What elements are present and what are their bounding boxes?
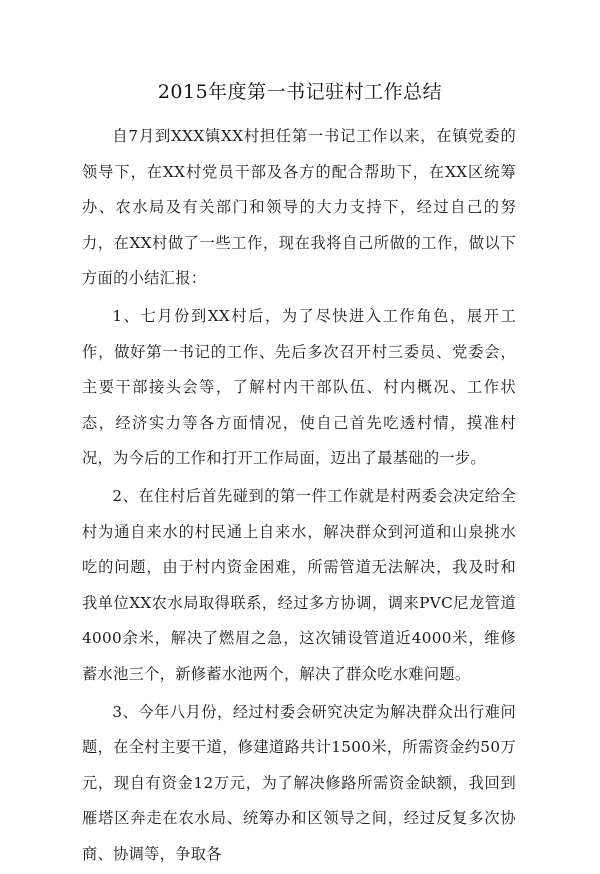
paragraph-item-2: 2、在住村后首先碰到的第一件工作就是村两委会决定给全村为通自来水的村民通上自来水，解决群众到河道和山泉挑水吃的问题，由于村内资金困难，所需管道无法解决，我及时和我单位XX农水局取得联系，经过多方协调，调来PVC尼龙管道4000余米，解决了燃眉之急，这次铺设管道近4000米，维修蓄水池三个，新修蓄水池两个，解决了群众吃水难问题。 — [82, 486, 516, 683]
paragraph-item-3: 3、今年八月份，经过村委会研究决定为解决群众出行难问题，在全村主要干道，修建道路共计1500米，所需资金约50万元，现自有资金12万元，为了解决修路所需资金缺额，我回到雁塔区奔走在农水局、统筹办和区领导之间，经过反复多次协商、协调等，争取各 — [82, 702, 516, 863]
document-title: 2015年度第一书记驻村工作总结 — [157, 81, 443, 103]
paragraph-item-1: 1、七月份到XX村后，为了尽快进入工作角色，展开工作，做好第一书记的工作、先后多次召开村三委员、党委会，主要干部接头会等，了解村内干部队伍、村内概况、工作状态，经济实力等各方面情况，使自己首先吃透村情，摸准村况，为今后的工作和打开工作局面，迈出了最基础的一步。 — [82, 306, 516, 468]
document-body — [82, 119, 516, 874]
paragraph-intro: 自7月到XXX镇XX村担任第一书记工作以来，在镇党委的领导下，在XX村党员干部及各方的配合帮助下，在XX区统筹办、农水局及有关部门和领导的大力支持下，经过自己的努力，在XX村做了一些工作，现在我将自己所做的工作，做以下方面的小结汇报： — [82, 127, 516, 288]
